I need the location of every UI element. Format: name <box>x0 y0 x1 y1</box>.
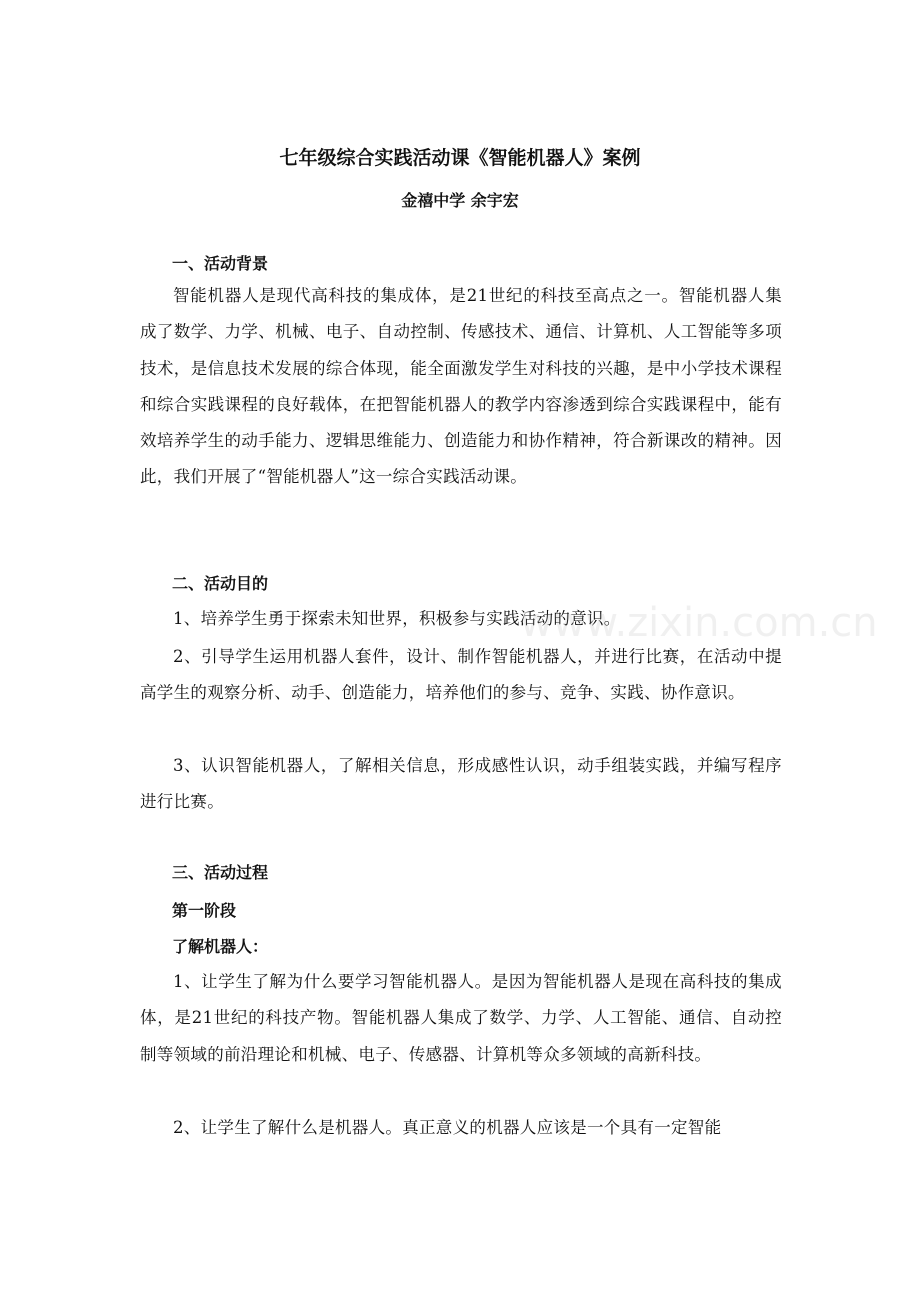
purpose-item-2: 2、引导学生运用机器人套件，设计、制作智能机器人，并进行比赛，在活动中提高学生的观察分析、动手、创造能力，培养他们的参与、竞争、实践、协作意识。 <box>140 647 782 703</box>
document-title: 七年级综合实践活动课《智能机器人》案例 <box>279 147 641 169</box>
section-background-paragraph: 智能机器人是现代高科技的集成体，是21世纪的科技至高点之一。智能机器人集成了数学、力学、机械、电子、自动控制、传感技术、通信、计算机、人工智能等多项技术，是信息技术发展的综合体现，能全面激发学生对科技的兴趣，是中小学技术课程和综合实践课程的良好载体，在把智能机器人的教学内容渗透到综合实践课程中，能有效培养学生的动手能力、逻辑思维能力、创造能力和协作精神，符合新课改的精神。因此，我们开展了“智能机器人”这一综合实践活动课。 <box>140 286 782 487</box>
section-heading-process: 三、活动过程 <box>172 863 269 882</box>
process-item-2: 2、让学生了解什么是机器人。真正意义的机器人应该是一个具有一定智能 <box>173 1118 722 1137</box>
process-item-1: 1、让学生了解为什么要学习智能机器人。是因为智能机器人是现在高科技的集成体，是21世纪的科技产物。智能机器人集成了数学、力学、人工智能、通信、自动控制等领域的前沿理论和机械、电子、传感器、计算机等众多领域的高新科技。 <box>140 972 782 1064</box>
watermark: www.zixin.com.cn <box>520 600 878 646</box>
document-author: 金禧中学 余宇宏 <box>401 191 519 210</box>
section-heading-purpose: 二、活动目的 <box>172 574 269 593</box>
purpose-item-3: 3、认识智能机器人，了解相关信息，形成感性认识，动手组装实践，并编写程序进行比赛。 <box>140 756 782 812</box>
purpose-item-1: 1、培养学生勇于探索未知世界，积极参与实践活动的意识。 <box>173 609 621 628</box>
subheading-stage-one: 第一阶段 <box>172 901 237 920</box>
subheading-understand-robots: 了解机器人： <box>172 937 269 956</box>
section-heading-background: 一、活动背景 <box>172 254 269 273</box>
